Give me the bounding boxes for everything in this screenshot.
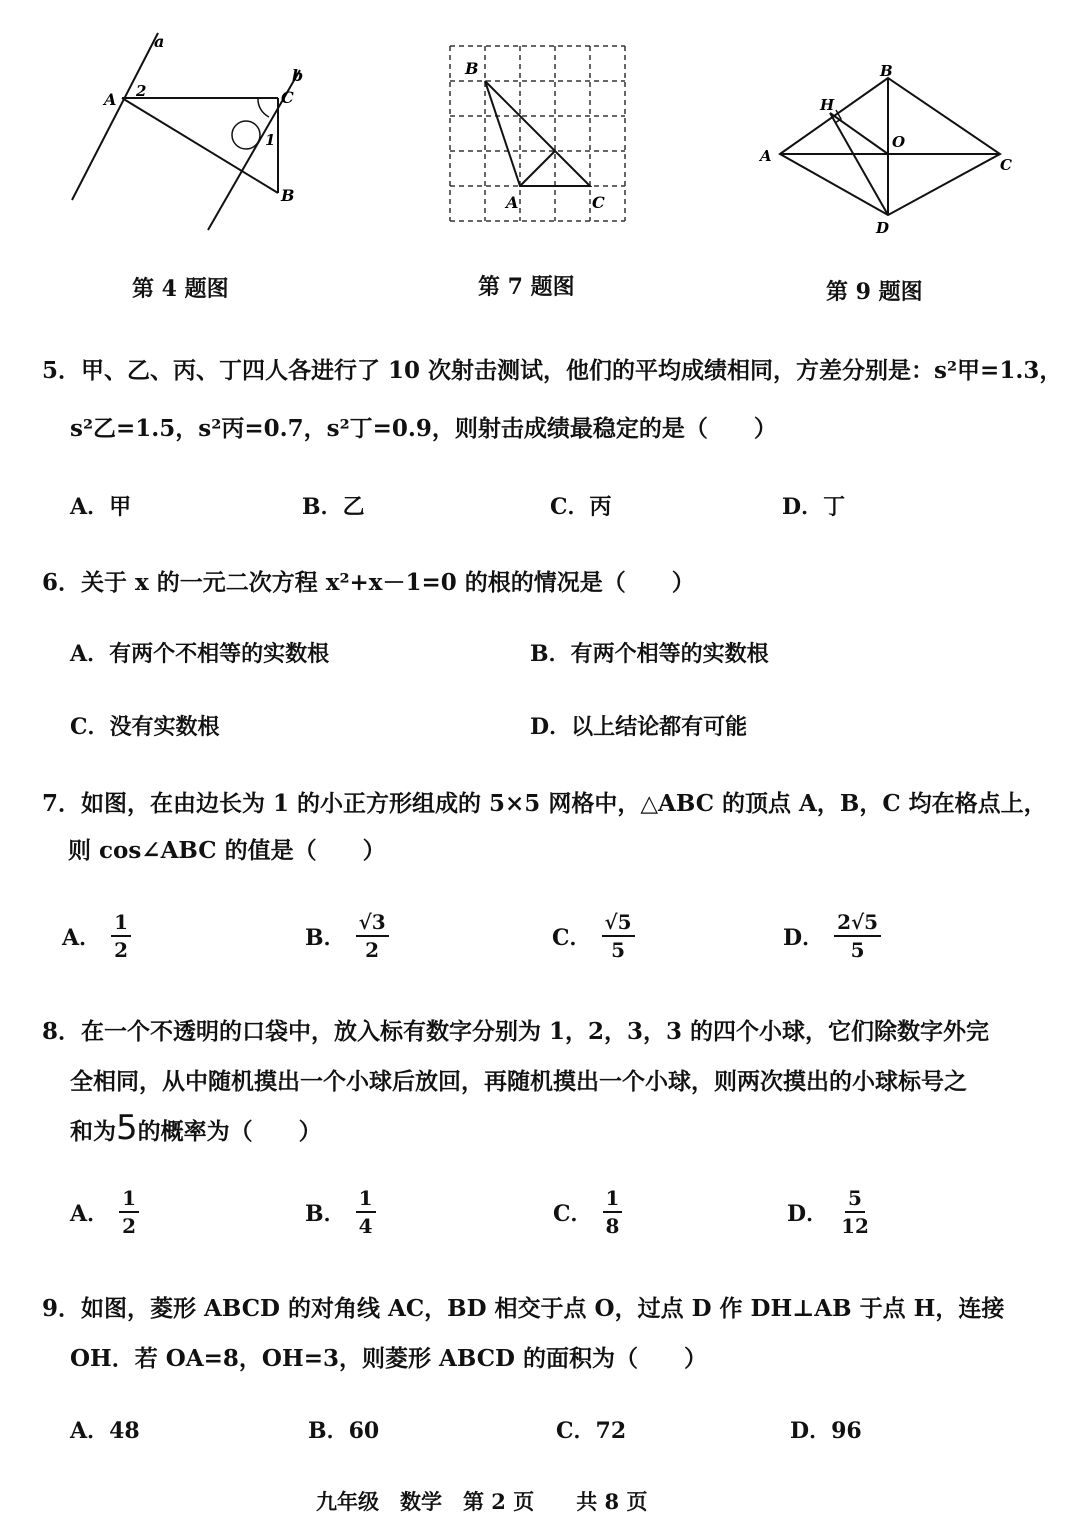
q8-option-a-label: A．: [70, 1200, 110, 1227]
q6-option-c[interactable]: C．没有实数根: [70, 714, 220, 740]
q7-option-a-num: 1: [111, 910, 131, 937]
q9-option-c[interactable]: C．72: [556, 1418, 627, 1444]
fig9-label-O: O: [892, 133, 906, 151]
fig9-label-C: C: [1000, 156, 1012, 174]
q8-option-d[interactable]: [787, 1186, 872, 1238]
fig7-caption: 第 7 题图: [478, 274, 575, 300]
fig9-label-D: D: [876, 219, 890, 237]
q5-line-2: s²乙=1.5，s²丙=0.7，s²丁=0.9，则射击成绩最稳定的是（ ）: [70, 415, 777, 442]
q7-option-d-den: 5: [850, 938, 865, 962]
fig4-caption: 第 4 题图: [132, 276, 229, 302]
figure-4: [60, 25, 320, 240]
q7-option-b[interactable]: [305, 910, 389, 962]
q8-option-c-label: C．: [553, 1200, 593, 1227]
q7-option-d-num: 2√5: [834, 910, 881, 937]
q8-option-b-label: B．: [305, 1200, 346, 1227]
q8-option-a-num: 1: [119, 1186, 139, 1213]
q8-option-c-den: 8: [605, 1214, 620, 1238]
q8-option-d-fraction: [838, 1186, 872, 1238]
fig4-label-C: C: [281, 88, 294, 107]
q6-option-d[interactable]: D．以上结论都有可能: [530, 714, 748, 740]
q7-option-a-fraction: [111, 910, 131, 962]
q5-option-c[interactable]: C．丙: [550, 494, 612, 520]
q7-option-d-fraction: [834, 910, 881, 962]
q7-option-b-fraction: [356, 910, 389, 962]
q7-option-c-fraction: [602, 910, 635, 962]
q9-line-2: OH．若 OA=8，OH=3，则菱形 ABCD 的面积为（ ）: [70, 1345, 707, 1372]
q8-option-c[interactable]: [553, 1186, 622, 1238]
q7-line-1: 7．如图，在由边长为 1 的小正方形组成的 5×5 网格中，△ABC 的顶点 A，B，C 均在格点上，: [42, 790, 1047, 817]
q5-option-a[interactable]: A．甲: [70, 494, 132, 520]
q7-option-c[interactable]: [552, 910, 635, 962]
q8-option-b-den: 4: [358, 1214, 373, 1238]
figure-9: [750, 60, 1020, 245]
q6-option-a[interactable]: A．有两个不相等的实数根: [70, 641, 330, 667]
page-footer: 九年级 数学 第 2 页 共 8 页: [316, 1489, 648, 1514]
q9-option-d[interactable]: D．96: [790, 1418, 862, 1444]
fig9-caption: 第 9 题图: [826, 279, 923, 305]
q9-line-1: 9．如图，菱形 ABCD 的对角线 AC，BD 相交于点 O，过点 D 作 DH⊥AB 于点 H，连接: [42, 1295, 1005, 1322]
q8-line-1: 8．在一个不透明的口袋中，放入标有数字分别为 1，2，3，3 的四个小球，它们除数字外完: [42, 1018, 990, 1045]
q9-option-b[interactable]: B．60: [308, 1418, 380, 1444]
q8-option-b-num: 1: [356, 1186, 376, 1213]
q8-sum-number: 5: [116, 1108, 138, 1148]
fig4-label-b: b: [292, 66, 304, 85]
q8-option-c-num: 1: [603, 1186, 623, 1213]
q6-line-1: 6．关于 x 的一元二次方程 x²+x－1=0 的根的情况是（ ）: [42, 569, 695, 596]
q6-option-b[interactable]: B．有两个相等的实数根: [530, 641, 769, 667]
q8-option-d-num: 5: [845, 1186, 865, 1213]
q5-option-d[interactable]: D．丁: [782, 494, 846, 520]
q5-line-1: 5．甲、乙、丙、丁四人各进行了 10 次射击测试，他们的平均成绩相同，方差分别是：s²甲=1.3，: [42, 357, 1063, 384]
q7-option-c-num: √5: [602, 910, 635, 937]
q8-option-a-den: 2: [122, 1214, 136, 1238]
q7-option-a[interactable]: [62, 910, 131, 962]
q8-line-3-start: 和为: [70, 1118, 116, 1145]
q7-option-b-den: 2: [365, 938, 380, 962]
q8-line-2: 全相同，从中随机摸出一个小球后放回，再随机摸出一个小球，则两次摸出的小球标号之: [70, 1068, 967, 1095]
fig4-label-a: a: [154, 32, 165, 51]
q8-option-a-fraction: [119, 1186, 139, 1238]
q8-option-d-label: D．: [787, 1200, 829, 1227]
q8-line-3: [70, 1108, 322, 1148]
q7-option-d[interactable]: [783, 910, 881, 962]
q7-option-a-label: A．: [62, 924, 102, 951]
fig4-label-A: A: [104, 90, 117, 109]
fig7-label-C: C: [592, 193, 605, 212]
q8-option-b[interactable]: [305, 1186, 376, 1238]
q7-option-d-label: D．: [783, 924, 825, 951]
figure-7: [440, 36, 640, 236]
fig4-label-2: 2: [136, 82, 147, 100]
fig4-label-1: 1: [265, 131, 276, 149]
fig9-label-B: B: [880, 62, 893, 80]
q7-option-a-den: 2: [114, 938, 128, 962]
q9-option-a[interactable]: A．48: [70, 1418, 140, 1444]
q5-option-b[interactable]: B．乙: [302, 494, 365, 520]
fig7-label-B: B: [465, 59, 479, 78]
fig9-label-A: A: [760, 147, 772, 165]
q8-option-b-fraction: [356, 1186, 376, 1238]
fig4-label-B: B: [281, 186, 295, 205]
fig7-label-A: A: [506, 193, 519, 212]
q8-option-a[interactable]: [70, 1186, 139, 1238]
q7-line-2: 则 cos∠ABC 的值是（ ）: [68, 837, 386, 864]
q7-option-b-label: B．: [305, 924, 346, 951]
q7-option-c-den: 5: [611, 938, 625, 962]
q8-option-d-den: 12: [841, 1214, 869, 1238]
q8-option-c-fraction: [603, 1186, 623, 1238]
q7-option-c-label: C．: [552, 924, 592, 951]
q7-option-b-num: √3: [356, 910, 389, 937]
fig9-label-H: H: [820, 96, 835, 114]
q8-line-3-end: 的概率为（ ）: [137, 1118, 322, 1145]
